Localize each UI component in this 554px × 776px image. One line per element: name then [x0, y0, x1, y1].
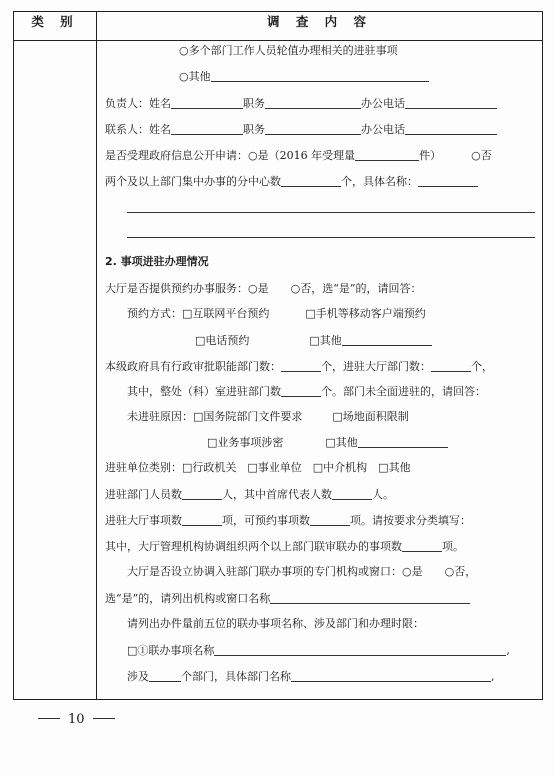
responsible-phone-field[interactable] — [405, 96, 497, 109]
whole-office-row: 其中，整处（科）室进驻部门数 个。部门未全面进驻的，请回答： — [127, 385, 486, 398]
department-count-row: 本级政府具有行政审批职能部门数： 个，进驻大厅部门数： 个， — [105, 360, 493, 373]
stationed-dept-field[interactable] — [431, 359, 471, 372]
sub-center-name-field[interactable] — [418, 174, 478, 187]
top-five-instruction: 请列出办件量前五位的联办事项名称、涉及部门和办理时限： — [127, 617, 424, 630]
joint-count-field[interactable] — [402, 539, 442, 552]
responsible-name-field[interactable] — [171, 96, 243, 109]
joint-handling-row: 其中，大厅管理机构协调组织两个以上部门联审联办的事项数 项。 — [105, 540, 464, 553]
window-name-field[interactable] — [270, 591, 470, 604]
reservable-count-field[interactable] — [310, 513, 350, 526]
contact-name-field[interactable] — [171, 122, 243, 135]
info-disclosure-row: 是否受理政府信息公开申请：○是（2016 年受理量 件） ○否 — [105, 149, 492, 162]
sub-center-count-field[interactable] — [281, 174, 341, 187]
approval-dept-field[interactable] — [281, 359, 321, 372]
content-cell — [97, 41, 543, 700]
reason-row-2: □业务事项涉密 □其他 — [207, 435, 448, 450]
joint-item-name-row: □①联办事项名称 , — [127, 644, 510, 657]
category-header: 类 别 — [14, 12, 97, 41]
responsible-person-row: 负责人：姓名 职务 办公电话 — [105, 96, 497, 111]
reason-row-1: 未进驻原因：□国务院部门文件要求 □场地面积限制 — [127, 410, 409, 423]
item-count-row: 进驻大厅事项数 项，可预约事项数 项。请按要求分类填写： — [105, 514, 471, 527]
contact-phone-field[interactable] — [405, 122, 497, 135]
reservation-other-field[interactable] — [342, 333, 432, 346]
reservation-service-row[interactable]: 大厅是否提供预约办事服务：○是 ○否，选“是”的，请回答： — [105, 282, 422, 295]
involved-dept-count-field[interactable] — [149, 669, 181, 682]
responsible-title-field[interactable] — [265, 96, 361, 109]
sub-center-name-line-1[interactable] — [127, 212, 535, 213]
table-header-row — [14, 12, 543, 41]
involved-dept-row: 涉及 个部门，具体部门名称 , — [127, 670, 495, 683]
joint-item-name-field[interactable] — [214, 643, 506, 656]
coordination-window-row[interactable]: 大厅是否设立协调入驻部门联办事项的专门机构或窗口：○是 ○否， — [127, 565, 477, 578]
category-cell — [14, 41, 97, 700]
contact-title-field[interactable] — [265, 122, 361, 135]
item-count-field[interactable] — [182, 513, 222, 526]
involved-dept-name-field[interactable] — [291, 669, 491, 682]
reservation-method-row-2: □电话预约 □其他 — [195, 333, 432, 348]
staff-count-field[interactable] — [182, 487, 222, 500]
contact-person-row: 联系人：姓名 职务 办公电话 — [105, 122, 497, 137]
content-header: 调 查 内 容 — [97, 12, 543, 41]
option-rotation[interactable]: ○多个部门工作人员轮值办理相关的进驻事项 — [179, 44, 398, 57]
chief-rep-field[interactable] — [332, 487, 372, 500]
whole-office-field[interactable] — [281, 384, 321, 397]
window-name-row: 选“是”的，请列出机构或窗口名称 — [105, 591, 470, 606]
reason-other-field[interactable] — [358, 435, 448, 448]
sub-center-name-line-2[interactable] — [127, 237, 535, 238]
sub-center-row: 两个及以上部门集中办事的分中心数 个，具体名称： — [105, 174, 478, 189]
section-title: 2. 事项进驻办理情况 — [105, 255, 209, 268]
page-number: 10 — [68, 712, 85, 727]
unit-type-row[interactable]: 进驻单位类别：□行政机关 □事业单位 □中介机构 □其他 — [105, 461, 411, 474]
page-footer — [30, 712, 123, 727]
staff-count-row: 进驻部门人员数 人，其中首席代表人数 人。 — [105, 488, 394, 501]
option-other[interactable]: ○其他 — [179, 69, 429, 84]
survey-table — [13, 11, 543, 700]
reservation-method-row: 预约方式：□互联网平台预约 □手机等移动客户端预约 — [127, 307, 426, 320]
disclosure-count-field[interactable] — [355, 148, 419, 161]
